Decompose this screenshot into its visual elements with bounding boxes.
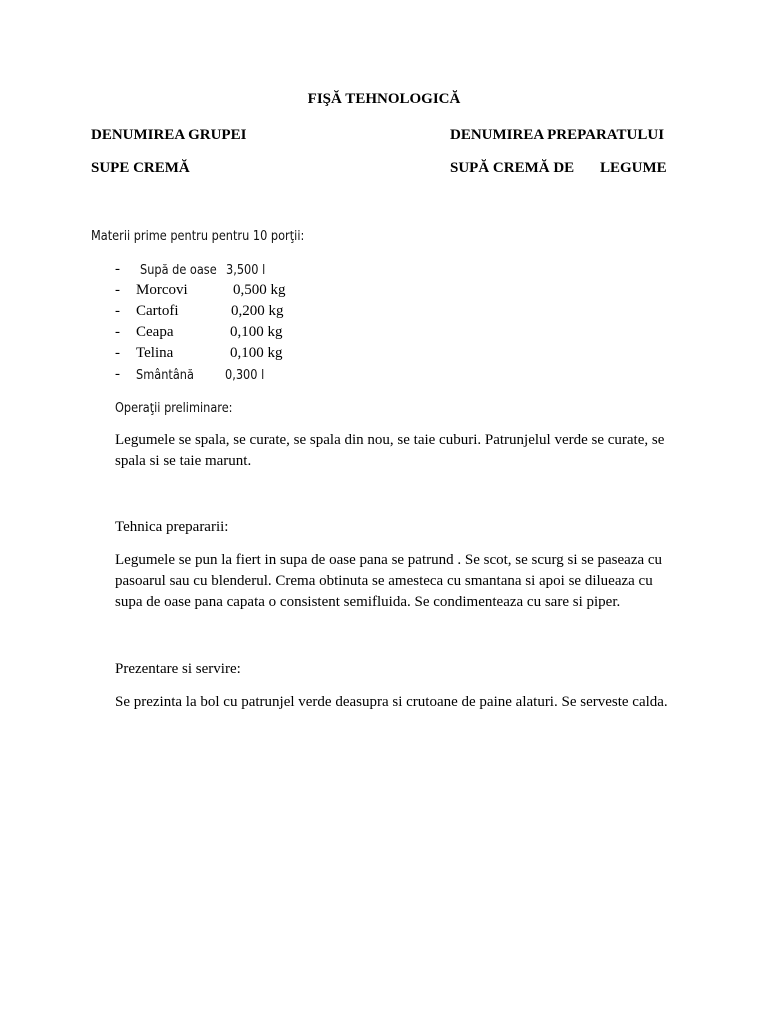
group-label: DENUMIREA GRUPEI: [91, 127, 247, 143]
ingredients-intro: Materii prime pentru pentru 10 porţii:: [91, 228, 305, 244]
preliminary-heading: Operaţii preliminare:: [115, 400, 233, 416]
ingredient-quantity: 0,100 kg: [230, 345, 283, 361]
serving-heading: Prezentare si servire:: [115, 661, 241, 677]
ingredient-item: [0, 282, 768, 302]
ingredient-quantity: 0,500 kg: [233, 282, 286, 298]
list-dash: -: [115, 366, 120, 382]
list-dash: -: [115, 303, 120, 319]
ingredient-name: Morcovi: [136, 282, 188, 298]
ingredient-item: [0, 261, 768, 281]
ingredient-item: [0, 345, 768, 365]
list-dash: -: [115, 345, 120, 361]
ingredient-item: [0, 324, 768, 344]
list-dash: -: [115, 261, 120, 277]
ingredient-name: Smântână: [136, 367, 194, 383]
preliminary-text: Legumele se spala, se curate, se spala din nou, se taie cuburi. Patrunjelul verde se curate, se spala si se taie marunt.: [115, 432, 665, 469]
preparation-value-part2: LEGUME: [600, 160, 667, 176]
ingredient-quantity: 0,100 kg: [230, 324, 283, 340]
ingredient-item: [0, 366, 768, 386]
ingredient-item: [0, 303, 768, 323]
ingredient-quantity: 3,500 l: [226, 262, 266, 278]
ingredient-name: Cartofi: [136, 303, 179, 319]
ingredient-name: Ceapa: [136, 324, 174, 340]
technique-heading: Tehnica prepararii:: [115, 519, 229, 535]
ingredient-quantity: 0,200 kg: [231, 303, 284, 319]
ingredient-name: Supă de oase: [140, 262, 217, 278]
technique-text: Legumele se pun la fiert in supa de oase pana se patrund . Se scot, se scurg si se paseaza cu pasoarul sau cu blenderul. Crema obtinuta se amesteca cu smantana si apoi se dilueaza cu supa de oase pana capata o consistent semifluida. Se condimenteaza cu sare si piper.: [115, 552, 663, 610]
preparation-label: DENUMIREA PREPARATULUI: [450, 127, 665, 143]
document-title: FIŞĂ TEHNOLOGICĂ: [307, 91, 461, 107]
preparation-value-part1: SUPĂ CREMĂ DE: [450, 160, 575, 176]
serving-text: Se prezinta la bol cu patrunjel verde deasupra si crutoane de paine alaturi. Se serveste calda.: [115, 694, 668, 710]
ingredient-name: Telina: [136, 345, 174, 361]
list-dash: -: [115, 282, 120, 298]
list-dash: -: [115, 324, 120, 340]
group-value: SUPE CREMĂ: [91, 160, 190, 176]
ingredient-quantity: 0,300 l: [225, 367, 265, 383]
